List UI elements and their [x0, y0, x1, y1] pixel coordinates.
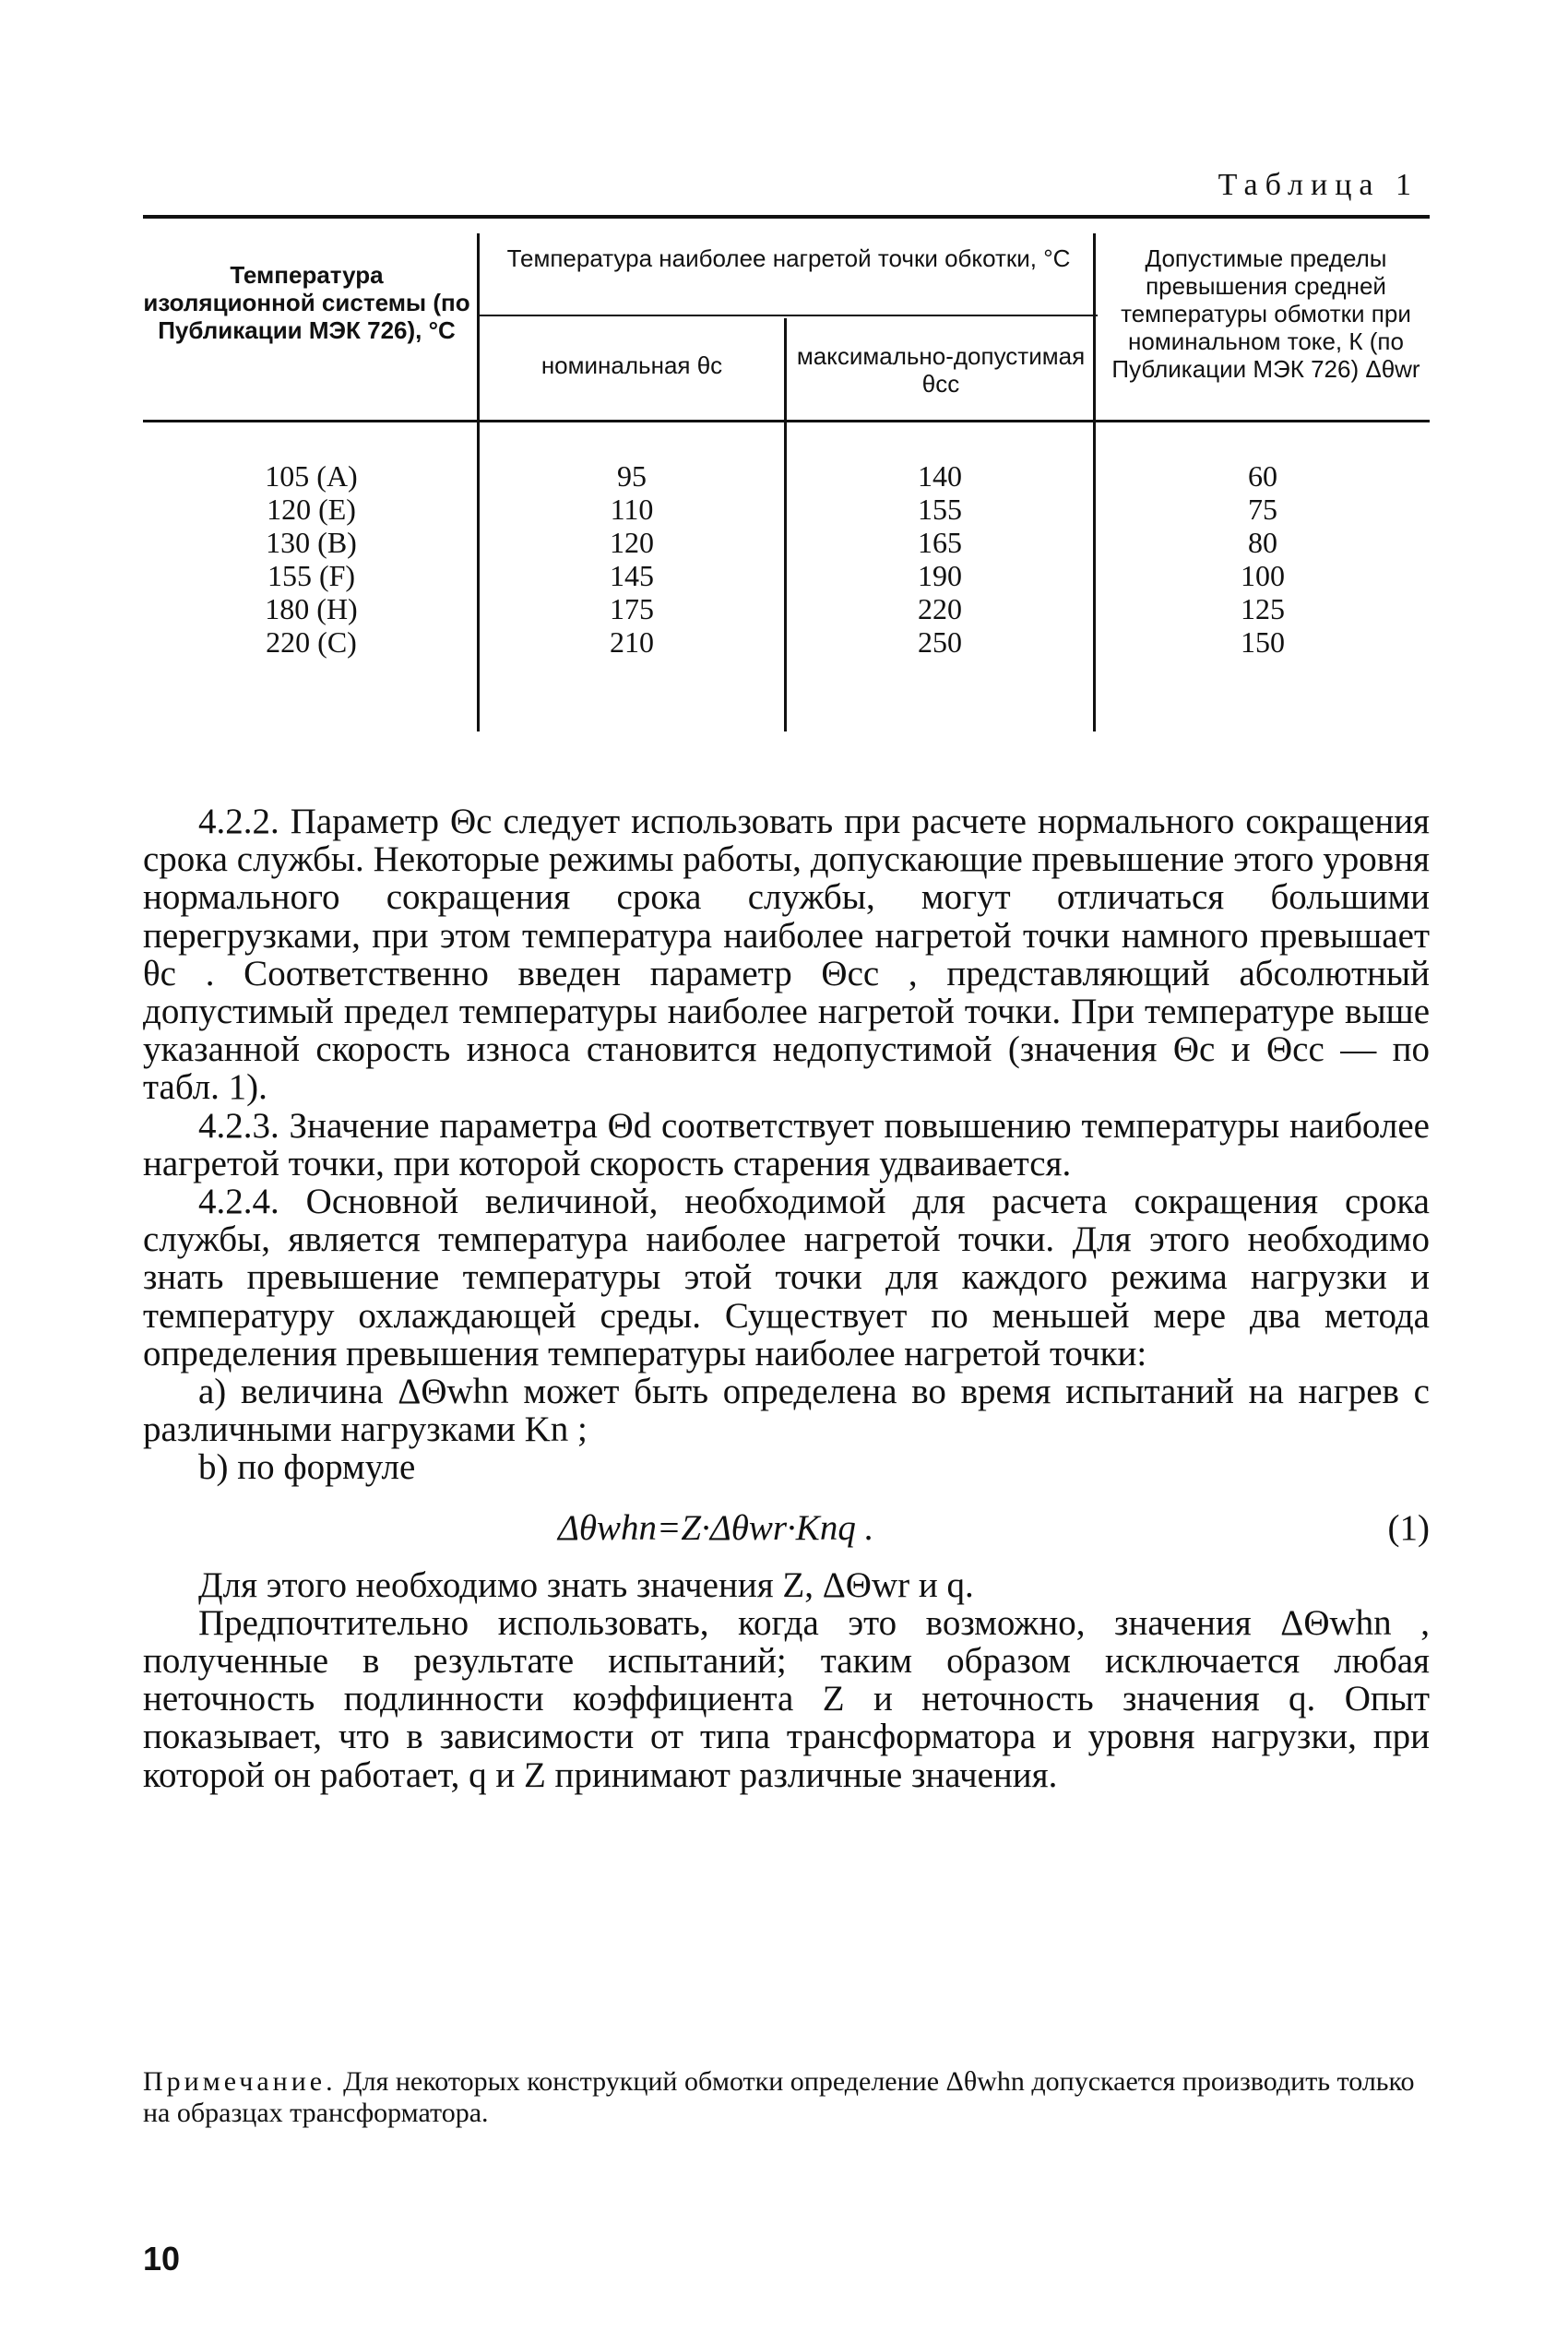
table-cell: 140: [918, 459, 962, 493]
table-cell: 155: [918, 493, 962, 526]
paragraph-4-2-3: 4.2.3. Значение параметра Θd соответствует повышению температуры наиболее нагретой точки, при которой скорость старения удваивается.: [143, 1105, 1430, 1183]
note-label: Примечание.: [143, 2066, 337, 2097]
table-cell: 220: [918, 592, 962, 625]
column-max-permissible: [787, 459, 1093, 659]
formula: Δθwhn=Z·Δθwr·Knq .: [558, 1507, 874, 1548]
note-text: Для некоторых конструкций обмотки определение Δθwhn допускается производить только на образцах трансформатора.: [143, 2066, 1415, 2128]
header-subdivider: [480, 315, 1098, 316]
table-cell: 210: [610, 625, 654, 659]
table-cell: 110: [610, 493, 654, 526]
header-hot-spot-group: Температура наиболее нагретой точки обкотки, °С: [506, 244, 1071, 272]
paragraph-4-2-4: 4.2.4. Основной величиной, необходимой для расчета сокращения срока службы, является температура наиболее нагретой точки. Для этого необходимо знать превышение температуры этой точки для каждого режима нагрузки и температуру охлаждающей среды. Существует по меньшей мере два метода определения превышения температуры наиболее нагретой точки:: [143, 1182, 1430, 1374]
table-cell: 60: [1248, 459, 1277, 493]
column-permissible-rise: [1096, 459, 1430, 659]
table-cell: 105 (A): [265, 459, 358, 493]
paragraph-need-values: Для этого необходимо знать значения Z, ΔΘwr и q.: [198, 1564, 974, 1605]
table-top-rule: [143, 215, 1430, 219]
table-cell: 150: [1241, 625, 1285, 659]
formula-row: [143, 1500, 1430, 1557]
table-cell: 155 (F): [267, 559, 356, 592]
header-permissible-rise: Допустимые пределы превышения средней температуры обмотки при номинальном токе, К (по Публикации МЭК 726) Δθwr: [1111, 244, 1420, 383]
table-cell: 220 (C): [266, 625, 357, 659]
column-nominal: [480, 459, 784, 659]
table-cell: 130 (B): [266, 526, 357, 559]
table-cell: 250: [918, 625, 962, 659]
table-cell: 80: [1248, 526, 1277, 559]
table-cell: 120: [610, 526, 654, 559]
body-text: [143, 803, 1430, 1794]
page-number: 10: [143, 2240, 181, 2277]
temperature-table: [143, 215, 1430, 731]
header-nominal: номинальная θc: [540, 351, 723, 379]
table-cell: 95: [617, 459, 647, 493]
header-max-permissible: максимально-допустимая θcc: [796, 342, 1086, 398]
column-insulation-temp: [143, 459, 480, 659]
header-insulation-temp: Температура изоляционной системы (по Публикации МЭК 726), °С: [143, 261, 470, 344]
table-cell: 145: [610, 559, 654, 592]
list-item-b: b) по формуле: [198, 1447, 416, 1488]
paragraph-preference: Предпочтительно использовать, когда это возможно, значения ΔΘwhn , полученные в результате испытаний; таким образом исключается любая неточность подлинности коэффициента Z и неточность значения q. Опыт показывает, что в зависимости от типа трансформатора и уровня нагрузки, при которой он работает, q и Z принимают различные значения.: [143, 1602, 1430, 1795]
table-cell: 125: [1241, 592, 1285, 625]
equation-number: (1): [1387, 1507, 1430, 1548]
table-cell: 75: [1248, 493, 1277, 526]
table-cell: 180 (H): [265, 592, 358, 625]
table-caption: Таблица 1: [1218, 168, 1419, 202]
list-item-a: a) величина ΔΘwhn может быть определена во время испытаний на нагрев с различными нагрузками Kn ;: [143, 1372, 1430, 1450]
table-cell: 190: [918, 559, 962, 592]
table-cell: 120 (E): [267, 493, 356, 526]
paragraph-4-2-2: 4.2.2. Параметр Θc следует использовать при расчете нормального сокращения срока службы. Некоторые режимы работы, допускающие превышение этого уровня нормального сокращения срока службы, могут отличаться большими перегрузками, при этом температура наиболее нагретой точки намного превышает θc . Соответственно введен параметр Θcc , представляющий абсолютный допустимый предел температуры наиболее нагретой точки. При температуре выше указанной скорость износа становится недопустимой (значения Θc и Θcc — по табл. 1).: [143, 802, 1430, 1108]
note: [143, 2066, 1430, 2129]
table-cell: 100: [1241, 559, 1285, 592]
table-cell: 175: [610, 592, 654, 625]
table-cell: 165: [918, 526, 962, 559]
